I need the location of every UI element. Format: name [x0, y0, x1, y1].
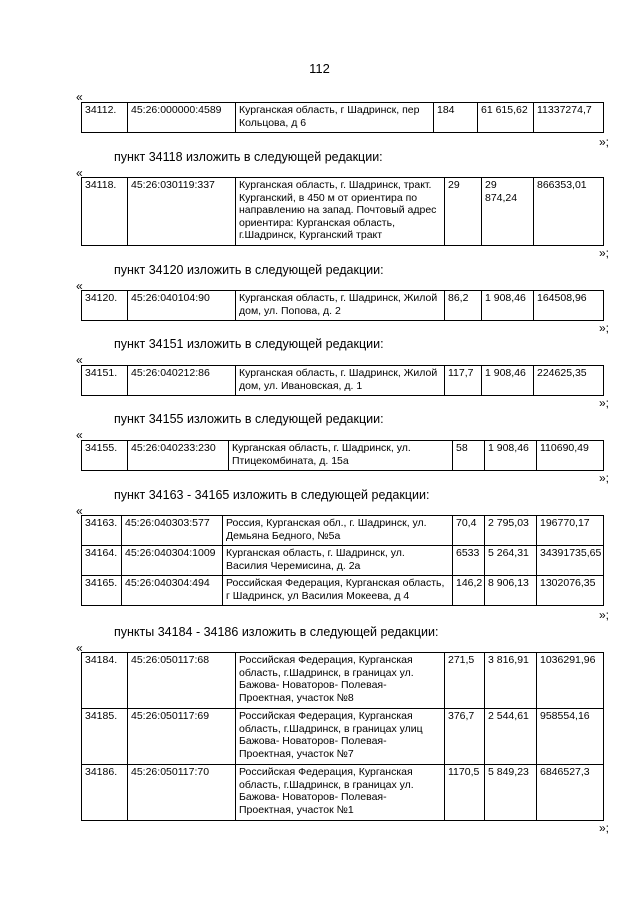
cadastral-number-cell: 45:26:040104:90	[128, 291, 236, 321]
value-cell: 110690,49	[537, 441, 604, 471]
close-quote: »;	[598, 608, 609, 622]
table-row	[82, 576, 604, 606]
cadastral-number-cell: 45:26:040303:577	[122, 516, 223, 546]
data-table	[81, 102, 604, 133]
value-cell: 224625,35	[534, 366, 604, 396]
area-cell: 6533	[453, 546, 485, 576]
row-number-cell: 34184.	[82, 653, 128, 709]
section-heading: пункт 34120 изложить в следующей редакции:	[114, 263, 384, 277]
cadastral-number-cell: 45:26:050117:68	[128, 653, 236, 709]
rate-cell: 3 816,91	[485, 653, 537, 709]
data-table	[81, 365, 604, 396]
data-table	[81, 440, 604, 471]
rate-cell: 5 264,31	[485, 546, 537, 576]
table-row	[82, 178, 604, 246]
row-number-cell: 34151.	[82, 366, 128, 396]
address-cell: Курганская область, г. Шадринск, тракт. Курганский, в 450 м от ориентира по направлению на запад. Почтовый адрес ориентира: Курганская область, г.Шадринск, Курганский тракт	[236, 178, 445, 246]
area-cell: 86,2	[445, 291, 482, 321]
table-row	[82, 103, 604, 133]
close-quote: »;	[598, 471, 609, 485]
area-cell: 376,7	[445, 709, 485, 765]
address-cell: Курганская область, г. Шадринск, ул. Птицекомбината, д. 15а	[229, 441, 453, 471]
rate-cell: 2 795,03	[485, 516, 537, 546]
rate-cell: 1 908,46	[485, 441, 537, 471]
value-cell: 866353,01	[534, 178, 604, 246]
close-quote: »;	[598, 396, 609, 410]
table-row	[82, 653, 604, 709]
close-quote: »;	[598, 321, 609, 335]
rate-cell: 1 908,46	[482, 291, 534, 321]
value-cell: 196770,17	[537, 516, 604, 546]
section-heading: пункт 34151 изложить в следующей редакции:	[114, 337, 384, 351]
cadastral-number-cell: 45:26:040304:494	[122, 576, 223, 606]
cadastral-number-cell: 45:26:040233:230	[128, 441, 229, 471]
value-cell: 958554,16	[537, 709, 604, 765]
value-cell: 6846527,3	[537, 765, 604, 821]
rate-cell: 8 906,13	[485, 576, 537, 606]
section-heading: пункты 34184 - 34186 изложить в следующей редакции:	[114, 625, 439, 639]
value-cell: 34391735,65	[537, 546, 604, 576]
row-number-cell: 34185.	[82, 709, 128, 765]
open-quote: «	[76, 353, 83, 367]
page-number: 112	[309, 61, 330, 76]
cadastral-number-cell: 45:26:000000:4589	[128, 103, 236, 133]
open-quote: «	[76, 279, 83, 293]
row-number-cell: 34112.	[82, 103, 128, 133]
address-cell: Курганская область, г. Шадринск, Жилой дом, ул. Попова, д. 2	[236, 291, 445, 321]
close-quote: »;	[598, 246, 609, 260]
area-cell: 70,4	[453, 516, 485, 546]
cadastral-number-cell: 45:26:040304:1009	[122, 546, 223, 576]
area-cell: 146,2	[453, 576, 485, 606]
open-quote: «	[76, 641, 83, 655]
table-row	[82, 291, 604, 321]
address-cell: Российская Федерация, Курганская область, г Шадринск, ул Василия Мокеева, д 4	[223, 576, 453, 606]
address-cell: Российская Федерация, Курганская область, г.Шадринск, в границах ул. Бажова- Новаторов- Полевая- Проектная, участок №1	[236, 765, 445, 821]
open-quote: «	[76, 504, 83, 518]
open-quote: «	[76, 166, 83, 180]
area-cell: 184	[434, 103, 478, 133]
rate-cell: 61 615,62	[478, 103, 534, 133]
table-row	[82, 546, 604, 576]
row-number-cell: 34120.	[82, 291, 128, 321]
row-number-cell: 34186.	[82, 765, 128, 821]
open-quote: «	[76, 428, 83, 442]
value-cell: 164508,96	[534, 291, 604, 321]
address-cell: Российская Федерация, Курганская область, г.Шадринск, в границах ул. Бажова- Новаторов- Полевая- Проектная, участок №8	[236, 653, 445, 709]
close-quote: »;	[598, 821, 609, 835]
close-quote: »;	[598, 135, 609, 149]
cadastral-number-cell: 45:26:050117:70	[128, 765, 236, 821]
row-number-cell: 34164.	[82, 546, 122, 576]
row-number-cell: 34155.	[82, 441, 128, 471]
value-cell: 11337274,7	[534, 103, 604, 133]
section-heading: пункт 34118 изложить в следующей редакции:	[114, 150, 383, 164]
data-table	[81, 652, 604, 821]
data-table	[81, 290, 604, 321]
area-cell: 1170,5	[445, 765, 485, 821]
cadastral-number-cell: 45:26:050117:69	[128, 709, 236, 765]
rate-cell: 2 544,61	[485, 709, 537, 765]
area-cell: 271,5	[445, 653, 485, 709]
table-row	[82, 765, 604, 821]
section-heading: пункт 34155 изложить в следующей редакции:	[114, 412, 384, 426]
address-cell: Курганская область, г. Шадринск, ул. Василия Черемисина, д. 2а	[223, 546, 453, 576]
value-cell: 1036291,96	[537, 653, 604, 709]
cadastral-number-cell: 45:26:030119:337	[128, 178, 236, 246]
cadastral-number-cell: 45:26:040212:86	[128, 366, 236, 396]
row-number-cell: 34165.	[82, 576, 122, 606]
data-table	[81, 515, 604, 606]
section-heading: пункт 34163 - 34165 изложить в следующей редакции:	[114, 488, 430, 502]
value-cell: 1302076,35	[537, 576, 604, 606]
rate-cell: 5 849,23	[485, 765, 537, 821]
area-cell: 29	[445, 178, 482, 246]
area-cell: 117,7	[445, 366, 482, 396]
table-row	[82, 709, 604, 765]
address-cell: Российская Федерация, Курганская область, г.Шадринск, в границах улиц Бажова- Новаторов- Полевая- Проектная, участок №7	[236, 709, 445, 765]
data-table	[81, 177, 604, 246]
rate-cell: 1 908,46	[482, 366, 534, 396]
row-number-cell: 34163.	[82, 516, 122, 546]
open-quote: «	[76, 90, 83, 104]
row-number-cell: 34118.	[82, 178, 128, 246]
table-row	[82, 516, 604, 546]
table-row	[82, 366, 604, 396]
address-cell: Курганская область, г. Шадринск, Жилой дом, ул. Ивановская, д. 1	[236, 366, 445, 396]
rate-cell: 29 874,24	[482, 178, 534, 246]
area-cell: 58	[453, 441, 485, 471]
address-cell: Курганская область, г Шадринск, пер Кольцова, д 6	[236, 103, 434, 133]
table-row	[82, 441, 604, 471]
address-cell: Россия, Курганская обл., г. Шадринск, ул. Демьяна Бедного, №5а	[223, 516, 453, 546]
